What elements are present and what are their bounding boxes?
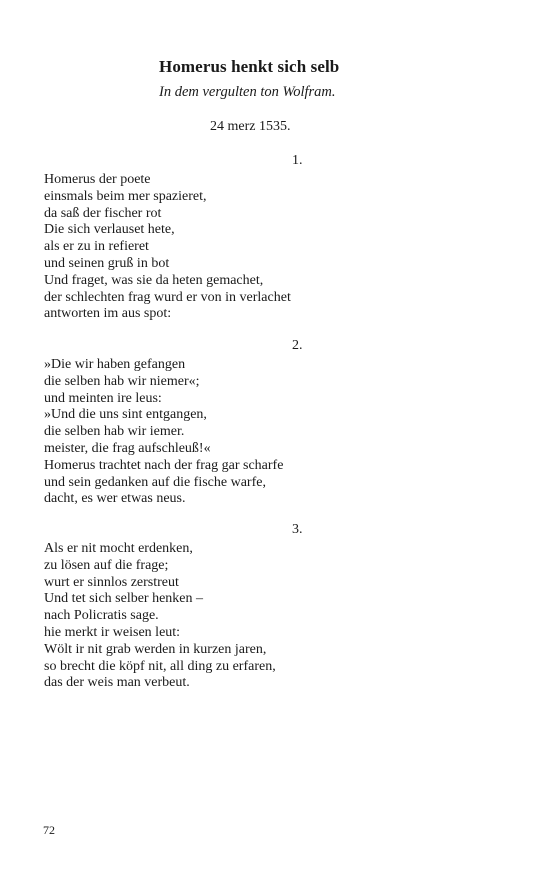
verse-line: und sein gedanken auf die fische warfe, (44, 474, 266, 490)
verse-line: Homerus der poete (44, 172, 151, 187)
stanza-lines (44, 172, 291, 323)
stanza-number: 2. (292, 338, 303, 353)
verse-line: nach Policratis sage. (44, 608, 159, 624)
verse-line: Wölt ir nit grab werden in kurzen jaren, (44, 641, 267, 657)
verse-line: die selben hab wir niemer«; (44, 373, 200, 389)
verse-line: Homerus trachtet nach der frag gar scharfe (44, 457, 284, 473)
verse-line: »Und die uns sint entgangen, (44, 407, 207, 423)
verse-line: dacht, es wer etwas neus. (44, 491, 186, 507)
stanza-number: 1. (292, 153, 303, 168)
verse-line: Und fraget, was sie da heten gemachet, (44, 272, 264, 288)
verse-line: antworten im aus spot: (44, 306, 172, 322)
stanza-lines (44, 541, 276, 692)
verse-line: zu lösen auf die frage; (44, 557, 169, 573)
verse-line: »Die wir haben gefangen (44, 357, 186, 372)
poem-subtitle: In dem vergulten ton Wolfram. (159, 84, 336, 100)
stanza-lines (44, 357, 283, 508)
page-number: 72 (43, 823, 55, 837)
verse-line: hie merkt ir weisen leut: (44, 624, 181, 640)
verse-line: und meinten ire leus: (44, 390, 162, 406)
poem-date: 24 merz 1535. (210, 119, 291, 134)
verse-line: der schlechten frag wurd er von in verlachet (44, 289, 291, 305)
verse-line: meister, die frag aufschleuß!« (44, 440, 211, 456)
verse-line: und seinen gruß in bot (44, 255, 170, 271)
verse-line: als er zu in refieret (44, 239, 149, 255)
verse-line: einsmals beim mer spazieret, (44, 188, 207, 204)
verse-line: Als er nit mocht erdenken, (44, 541, 193, 556)
verse-line: das der weis man verbeut. (44, 675, 190, 691)
verse-line: Und tet sich selber henken – (44, 591, 204, 607)
verse-line: die selben hab wir iemer. (44, 424, 185, 440)
poem-title: Homerus henkt sich selb (159, 57, 340, 76)
verse-line: da saß der fischer rot (44, 205, 162, 221)
stanza-number: 3. (292, 522, 303, 537)
verse-line: wurt er sinnlos zerstreut (44, 574, 179, 590)
verse-line: Die sich verlauset hete, (44, 222, 175, 238)
verse-line: so brecht die köpf nit, all ding zu erfaren, (44, 658, 276, 674)
